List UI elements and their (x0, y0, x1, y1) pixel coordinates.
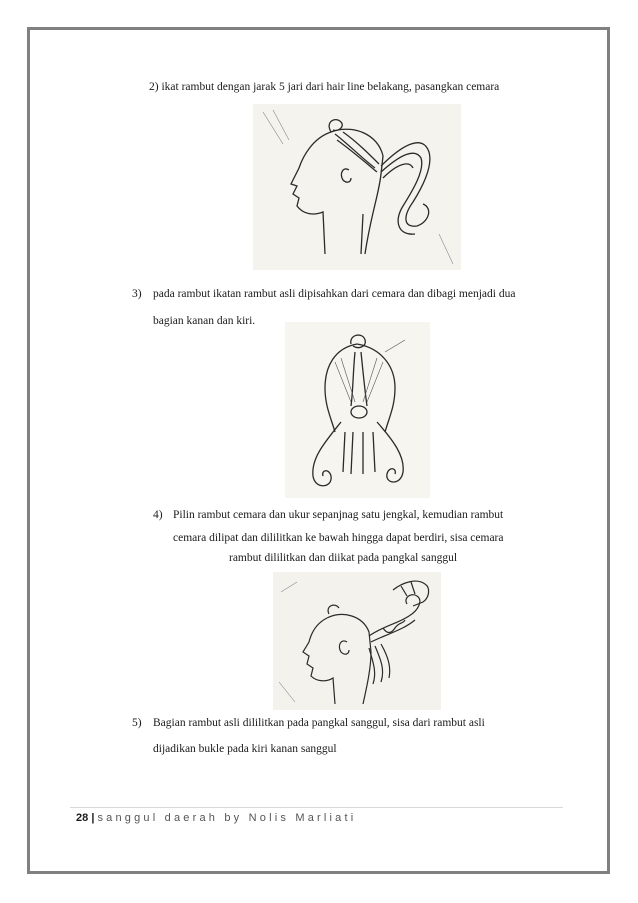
step-3-line-1: pada rambut ikatan rambut asli dipisahkan dari cemara dan dibagi menjadi dua (153, 288, 516, 300)
step-5-number: 5) (132, 717, 142, 729)
page-number: 28 (76, 812, 89, 824)
step-2-text: 2) ikat rambut dengan jarak 5 jari dari hair line belakang, pasangkan cemara (149, 81, 500, 93)
figure-twisted-cemara-sketch (273, 572, 441, 710)
twisted-cemara-drawing (273, 572, 441, 710)
step-4-line-3: rambut dililitkan dan diikat pada pangkal sanggul (229, 552, 458, 564)
step-3-line-2: bagian kanan dan kiri. (153, 315, 256, 327)
ponytail-drawing (253, 104, 461, 270)
figure-ponytail-sketch (253, 104, 461, 270)
split-hair-drawing (285, 322, 430, 498)
step-4-number: 4) (153, 509, 163, 521)
step-4-line-2: cemara dilipat dan dililitkan ke bawah hingga dapat berdiri, sisa cemara (173, 532, 504, 544)
step-4-line-1: Pilin rambut cemara dan ukur sepanjnag satu jengkal, kemudian rambut (173, 509, 504, 521)
step-5-line-1: Bagian rambut asli dililitkan pada pangkal sanggul, sisa dari rambut asli (153, 717, 485, 729)
book-title: sanggul daerah by Nolis Marliati (97, 812, 357, 824)
step-3-number: 3) (132, 288, 142, 300)
footer-separator: | (91, 812, 95, 824)
page-footer (76, 812, 356, 824)
step-5-line-2: dijadikan bukle pada kiri kanan sanggul (153, 743, 337, 755)
figure-split-hair-sketch (285, 322, 430, 498)
footer-divider (70, 807, 563, 808)
